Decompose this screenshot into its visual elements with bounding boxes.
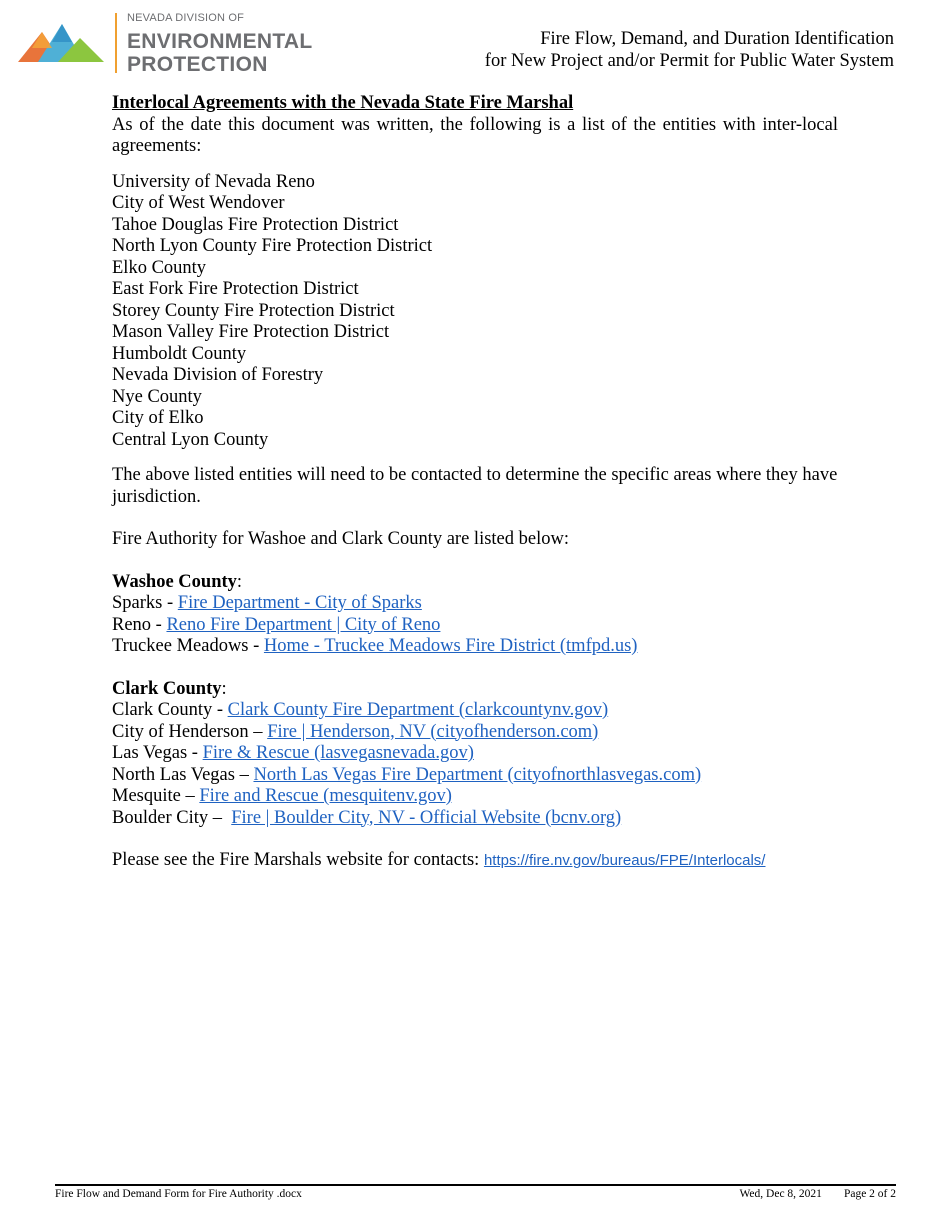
north-las-vegas-fire-link[interactable]: North Las Vegas Fire Department (cityofnorthlasvegas.com) (253, 764, 702, 785)
title-line-1: Fire Flow, Demand, and Duration Identification (540, 29, 894, 49)
las-vegas-fire-link[interactable]: Fire & Rescue (lasvegasnevada.gov) (202, 743, 474, 763)
henderson-fire-link[interactable]: Fire | Henderson, NV (cityofhenderson.com) (267, 721, 599, 742)
list-item: Storey County Fire Protection District (112, 300, 395, 321)
list-item: East Fork Fire Protection District (112, 279, 359, 299)
list-item: Central Lyon County (112, 429, 269, 450)
section-heading: Interlocal Agreements with the Nevada State Fire Marshal (112, 93, 574, 113)
clark-item-north-las-vegas: North Las Vegas – North Las Vegas Fire Department (cityofnorthlasvegas.com) (112, 764, 702, 785)
boulder-city-fire-link[interactable]: Fire | Boulder City, NV - Official Website (bcnv.org) (231, 807, 622, 828)
clark-heading: Clark County: (112, 678, 227, 699)
list-item: City of Elko (112, 408, 204, 428)
list-item: Nevada Division of Forestry (112, 365, 324, 385)
document-title (485, 28, 894, 72)
sparks-fire-link[interactable]: Fire Department - City of Sparks (177, 593, 422, 613)
list-item: Tahoe Douglas Fire Protection District (112, 214, 399, 235)
clark-section (112, 679, 838, 830)
list-item: University of Nevada Reno (112, 171, 315, 192)
clark-county-fire-link[interactable]: Clark County Fire Department (clarkcountynv.gov) (227, 700, 609, 720)
reno-fire-link[interactable]: Reno Fire Department | City of Reno (166, 614, 441, 635)
closing-paragraph: Please see the Fire Marshals website for contacts: https://fire.nv.gov/bureaus/FPE/Interlocals/ (112, 850, 766, 870)
contact-paragraph: The above listed entities will need to be contacted to determine the specific areas where they have jurisdiction. (112, 465, 838, 507)
list-item: Elko County (112, 257, 207, 278)
title-line-2: for New Project and/or Permit for Public Water System (484, 51, 894, 71)
clark-item-las-vegas: Las Vegas - Fire & Rescue (lasvegasnevada.gov) (112, 743, 474, 763)
footer-right (740, 1188, 897, 1200)
footer-filename: Fire Flow and Demand Form for Fire Authority .docx (55, 1188, 302, 1200)
footer-date: Wed, Dec 8, 2021 (739, 1188, 822, 1200)
logo-line2: PROTECTION (127, 53, 268, 76)
washoe-item-reno: Reno - Reno Fire Department | City of Reno (112, 614, 441, 635)
list-item: Mason Valley Fire Protection District (112, 322, 390, 342)
footer-page-number: Page 2 of 2 (843, 1188, 896, 1200)
mesquite-fire-link[interactable]: Fire and Rescue (mesquitenv.gov) (199, 786, 452, 806)
truckee-meadows-fire-link[interactable]: Home - Truckee Meadows Fire District (tmfpd.us) (263, 636, 638, 656)
logo-line1: ENVIRONMENTAL (127, 30, 313, 53)
clark-item-henderson: City of Henderson – Fire | Henderson, NV (cityofhenderson.com) (112, 721, 599, 742)
washoe-item-truckee: Truckee Meadows - Home - Truckee Meadows Fire District (tmfpd.us) (112, 636, 638, 656)
logo-divider (115, 13, 117, 73)
clark-item-county: Clark County - Clark County Fire Department (clarkcountynv.gov) (112, 700, 609, 720)
list-item: City of West Wendover (112, 193, 285, 213)
washoe-heading: Washoe County: (112, 571, 243, 592)
clark-item-mesquite: Mesquite – Fire and Rescue (mesquitenv.gov) (112, 786, 452, 806)
clark-item-boulder-city: Boulder City – Fire | Boulder City, NV - Official Website (bcnv.org) (112, 807, 622, 828)
fire-marshal-url-link[interactable]: https://fire.nv.gov/bureaus/FPE/Interlocals/ (483, 852, 766, 869)
document-body (112, 93, 838, 872)
logo-division-text: NEVADA DIVISION OF (127, 12, 245, 24)
mountains-logo-icon (18, 20, 104, 64)
washoe-section (112, 572, 838, 658)
list-item: Humboldt County (112, 343, 247, 364)
intro-paragraph: As of the date this document was written, the following is a list of the entities with inter-local agreements: (112, 114, 838, 156)
list-item: Nye County (112, 386, 202, 407)
list-item: North Lyon County Fire Protection District (112, 236, 433, 256)
entity-list (112, 172, 838, 452)
footer-divider (55, 1184, 896, 1186)
washoe-item-sparks: Sparks - Fire Department - City of Sparks (112, 593, 422, 613)
ndep-logo (18, 10, 318, 78)
authority-paragraph: Fire Authority for Washoe and Clark County are listed below: (112, 529, 569, 549)
